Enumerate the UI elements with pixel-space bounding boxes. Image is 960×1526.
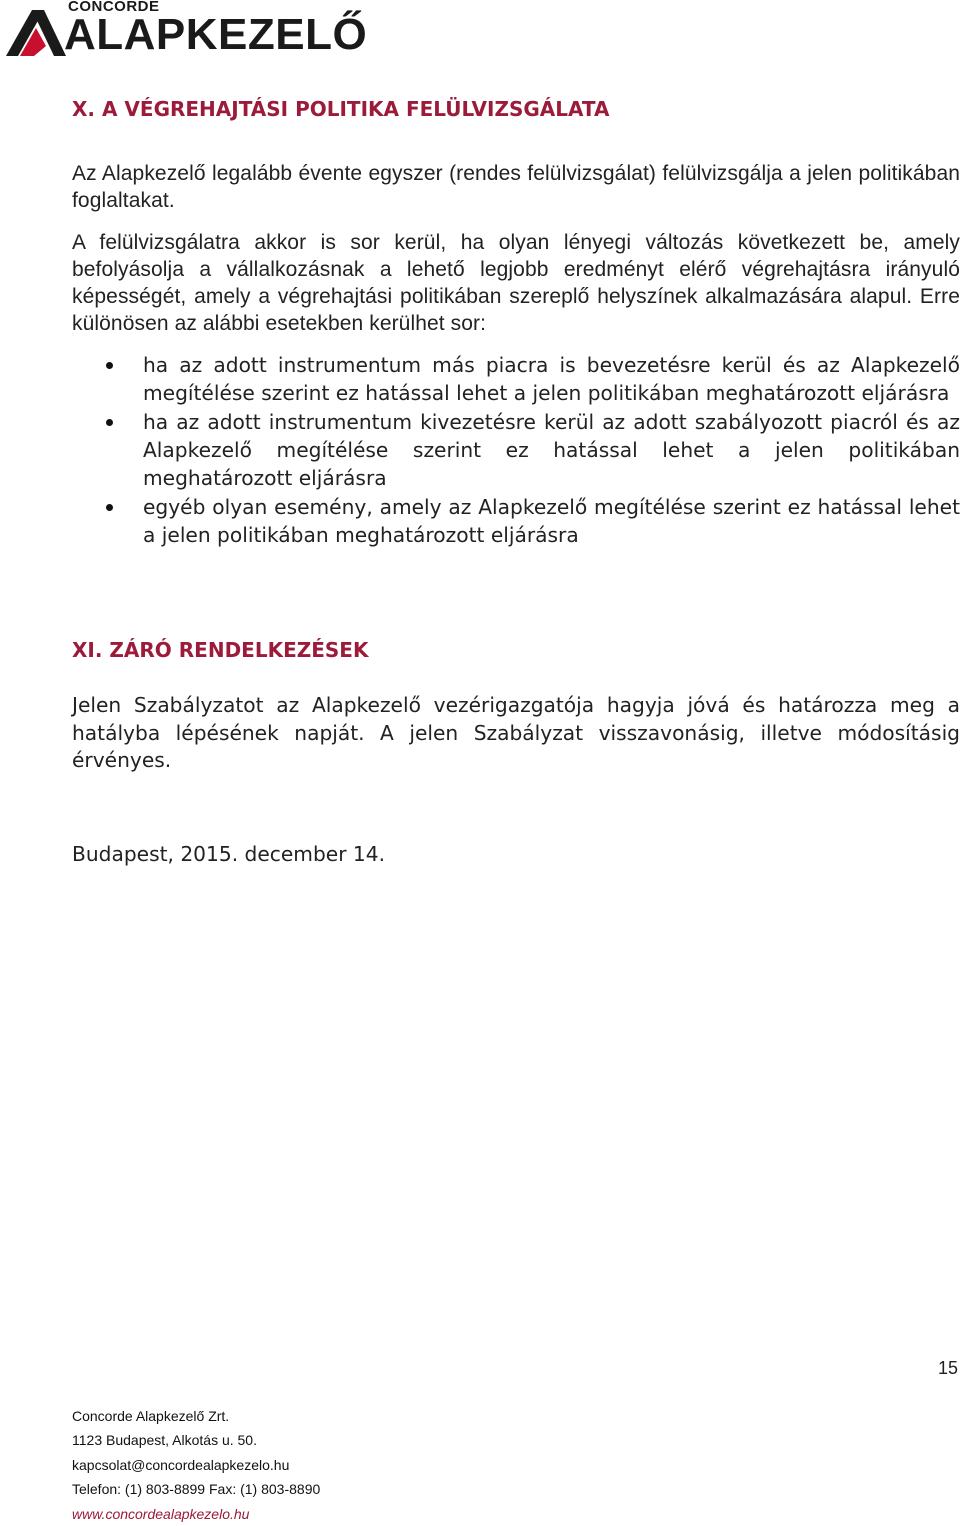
section-xi-heading: XI. ZÁRÓ RENDELKEZÉSEK — [72, 638, 369, 662]
company-logo — [6, 0, 406, 60]
footer-phone: Telefon: (1) 803-8899 Fax: (1) 803-8890 — [72, 1481, 321, 1498]
bullet-item — [72, 351, 960, 407]
section-x-paragraph-1: Az Alapkezelő legalább évente egyszer (rendes felülvizsgálat) felülvizsgálja a jelen politikában foglaltakat. — [72, 162, 960, 212]
bullet-list — [72, 351, 960, 549]
bullet-icon — [106, 504, 113, 511]
bullet-text: egyéb olyan esemény, amely az Alapkezelő megítélése szerint ez hatással lehet a jelen politikában meghatározott eljárásra — [143, 495, 960, 547]
footer-company: Concorde Alapkezelő Zrt. — [72, 1408, 230, 1424]
bullet-text: ha az adott instrumentum más piacra is bevezetésre kerül és az Alapkezelő megítélése szerint ez hatással lehet a jelen politikában meghatározott eljárásra — [143, 353, 960, 405]
logo-brand-small: CONCORDE — [68, 0, 160, 15]
page-number: 15 — [937, 1358, 958, 1378]
bullet-item — [72, 408, 960, 492]
section-x-heading: X. A VÉGREHAJTÁSI POLITIKA FELÜLVIZSGÁLATA — [72, 97, 610, 121]
bullet-text: ha az adott instrumentum kivezetésre kerül az adott szabályozott piacról és az Alapkezelő megítélése szerint ez hatással lehet a jelen politikában meghatározott eljárásra — [143, 410, 960, 490]
bullet-icon — [106, 419, 113, 426]
bullet-item — [72, 493, 960, 549]
footer — [72, 1404, 320, 1526]
document-date: Budapest, 2015. december 14. — [72, 842, 386, 866]
logo-mark-icon — [6, 8, 66, 58]
footer-address: 1123 Budapest, Alkotás u. 50. — [72, 1432, 257, 1449]
footer-website-link[interactable]: www.concordealapkezelo.hu — [72, 1505, 250, 1522]
section-x-paragraph-2: A felülvizsgálatra akkor is sor kerül, ha olyan lényegi változás következett be, amely befolyásolja a vállalkozásnak a lehető legjobb eredményt elérő végrehajtásra irányuló képességét, amely a végrehajtási politikában szereplő helyszínek alkalmazására alapul. Erre különösen az alábbi esetekben kerülhet sor: — [72, 231, 960, 335]
bullet-icon — [106, 362, 113, 369]
logo-brand-big: ALAPKEZELŐ — [64, 10, 368, 59]
footer-email[interactable]: kapcsolat@concordealapkezelo.hu — [72, 1456, 290, 1473]
section-xi-paragraph: Jelen Szabályzatot az Alapkezelő vezérigazgatója hagyja jóvá és határozza meg a hatályba lépésének napját. A jelen Szabályzat visszavonásig, illetve módosításig érvényes. — [72, 693, 960, 772]
